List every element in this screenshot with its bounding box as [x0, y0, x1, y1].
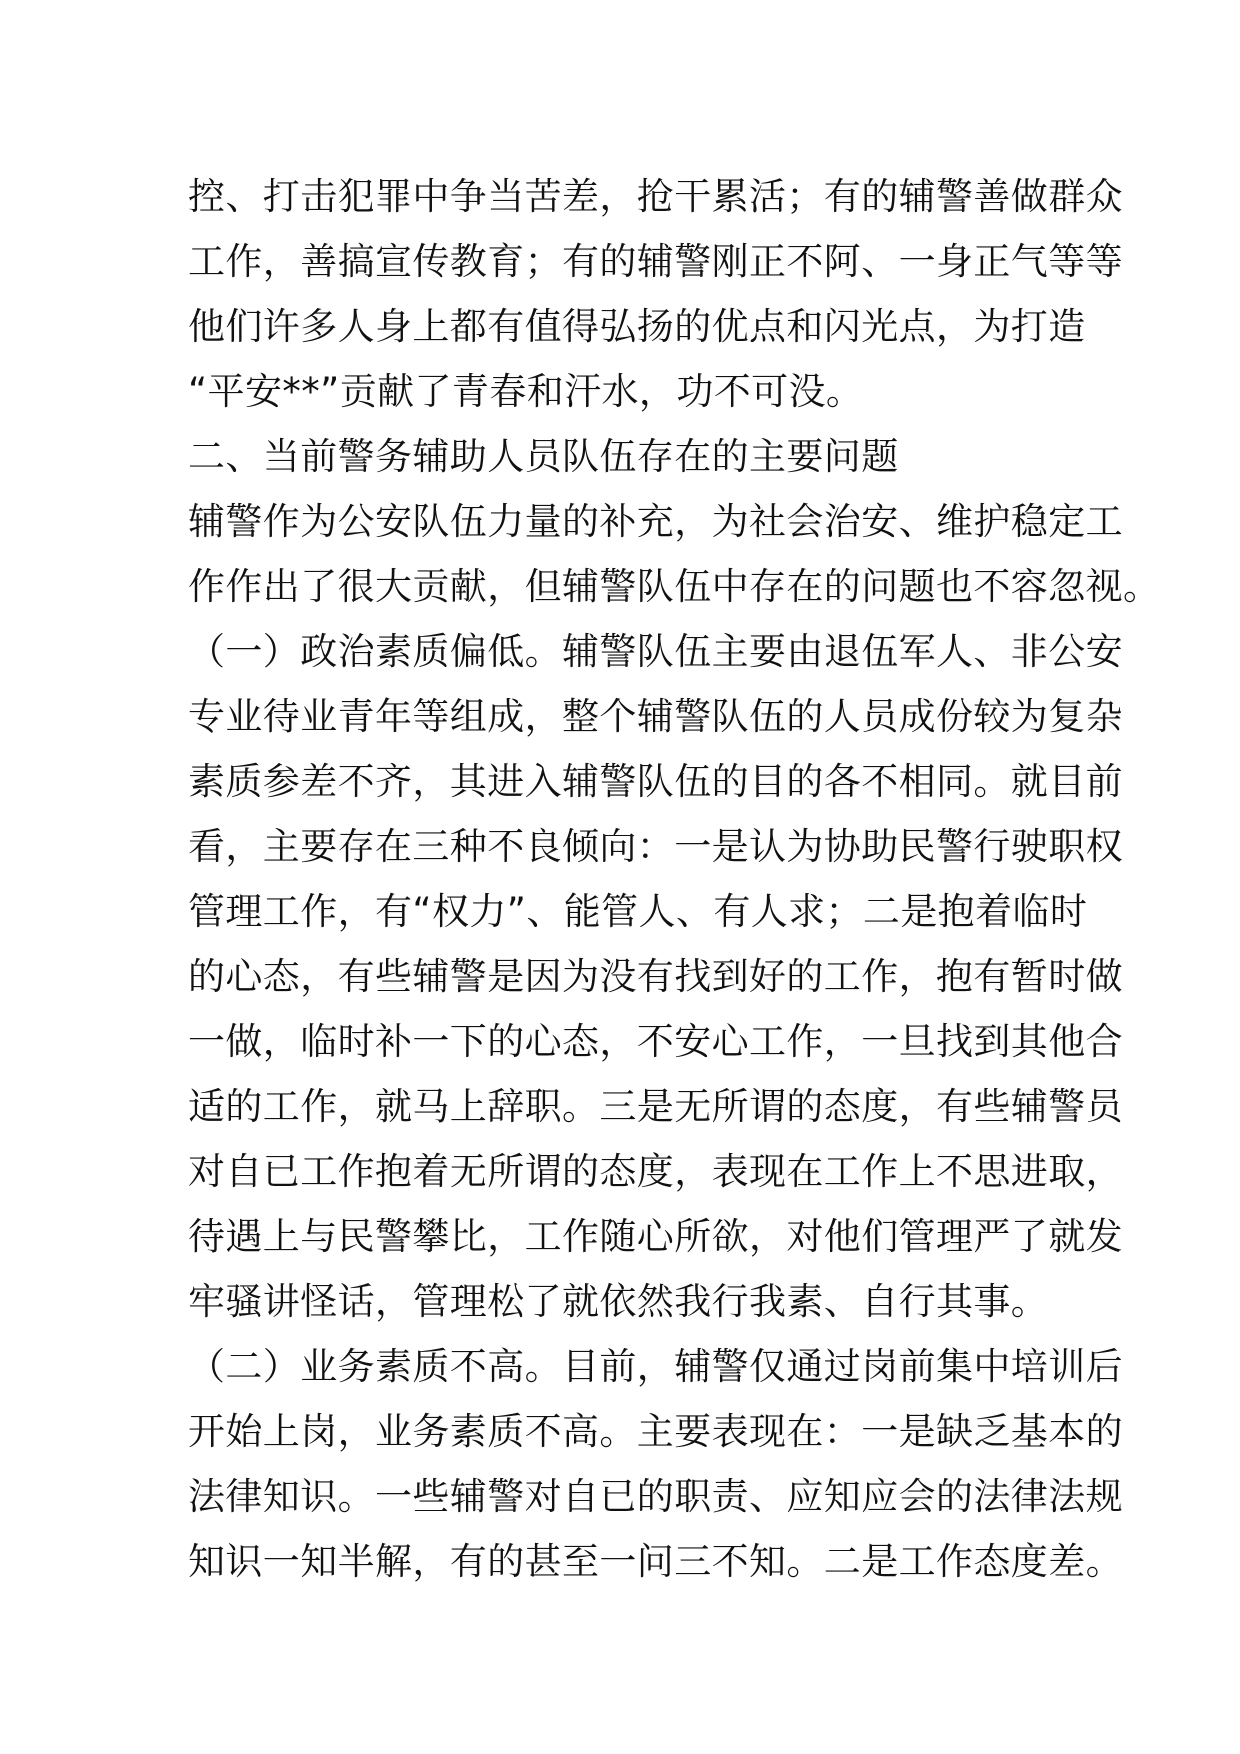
text-line-15: 适的工作，就马上辞职。三是无所谓的态度，有些辅警员 [188, 1085, 1123, 1128]
text-line-16: 对自已工作抱着无所谓的态度，表现在工作上不思进取， [188, 1150, 1123, 1193]
text-line-6: 辅警作为公安队伍力量的补充，为社会治安、维护稳定工 [188, 500, 1123, 543]
text-line-12: 管理工作，有“权力”、能管人、有人求；二是抱着临时 [188, 890, 1088, 933]
text-line-2: 工作，善搞宣传教育；有的辅警刚正不阿、一身正气等等 [188, 240, 1123, 283]
body-text [188, 164, 1161, 1594]
text-line-20: 开始上岗，业务素质不高。主要表现在：一是缺乏基本的 [188, 1410, 1123, 1453]
text-line-11: 看，主要存在三种不良倾向：一是认为协助民警行驶职权 [188, 825, 1123, 868]
section-heading: 二、当前警务辅助人员队伍存在的主要问题 [188, 435, 899, 478]
text-line-7: 作作出了很大贡献，但辅警队伍中存在的问题也不容忽视。 [188, 565, 1161, 608]
text-line-3: 他们许多人身上都有值得弘扬的优点和闪光点，为打造 [188, 305, 1086, 348]
text-line-21: 法律知识。一些辅警对自已的职责、应知应会的法律法规 [188, 1475, 1123, 1518]
text-line-9: 专业待业青年等组成，整个辅警队伍的人员成份较为复杂 [188, 695, 1123, 738]
subsection-heading-2: （二）业务素质不高。目前，辅警仅通过岗前集中培训后 [188, 1345, 1123, 1388]
text-line-22: 知识一知半解，有的甚至一问三不知。二是工作态度差。 [188, 1540, 1123, 1583]
text-line-14: 一做，临时补一下的心态，不安心工作，一旦找到其他合 [188, 1020, 1123, 1063]
subsection-heading-1: （一）政治素质偏低。辅警队伍主要由退伍军人、非公安 [188, 630, 1123, 673]
text-line-4: “平安**”贡献了青春和汗水，功不可没。 [188, 370, 864, 413]
text-line-13: 的心态，有些辅警是因为没有找到好的工作，抱有暂时做 [188, 955, 1123, 998]
text-line-1: 控、打击犯罪中争当苦差，抢干累活；有的辅警善做群众 [188, 175, 1123, 218]
text-line-18: 牢骚讲怪话，管理松了就依然我行我素、自行其事。 [188, 1280, 1049, 1323]
text-line-17: 待遇上与民警攀比，工作随心所欲，对他们管理严了就发 [188, 1215, 1123, 1258]
text-line-10: 素质参差不齐，其进入辅警队伍的目的各不相同。就目前 [188, 760, 1123, 803]
